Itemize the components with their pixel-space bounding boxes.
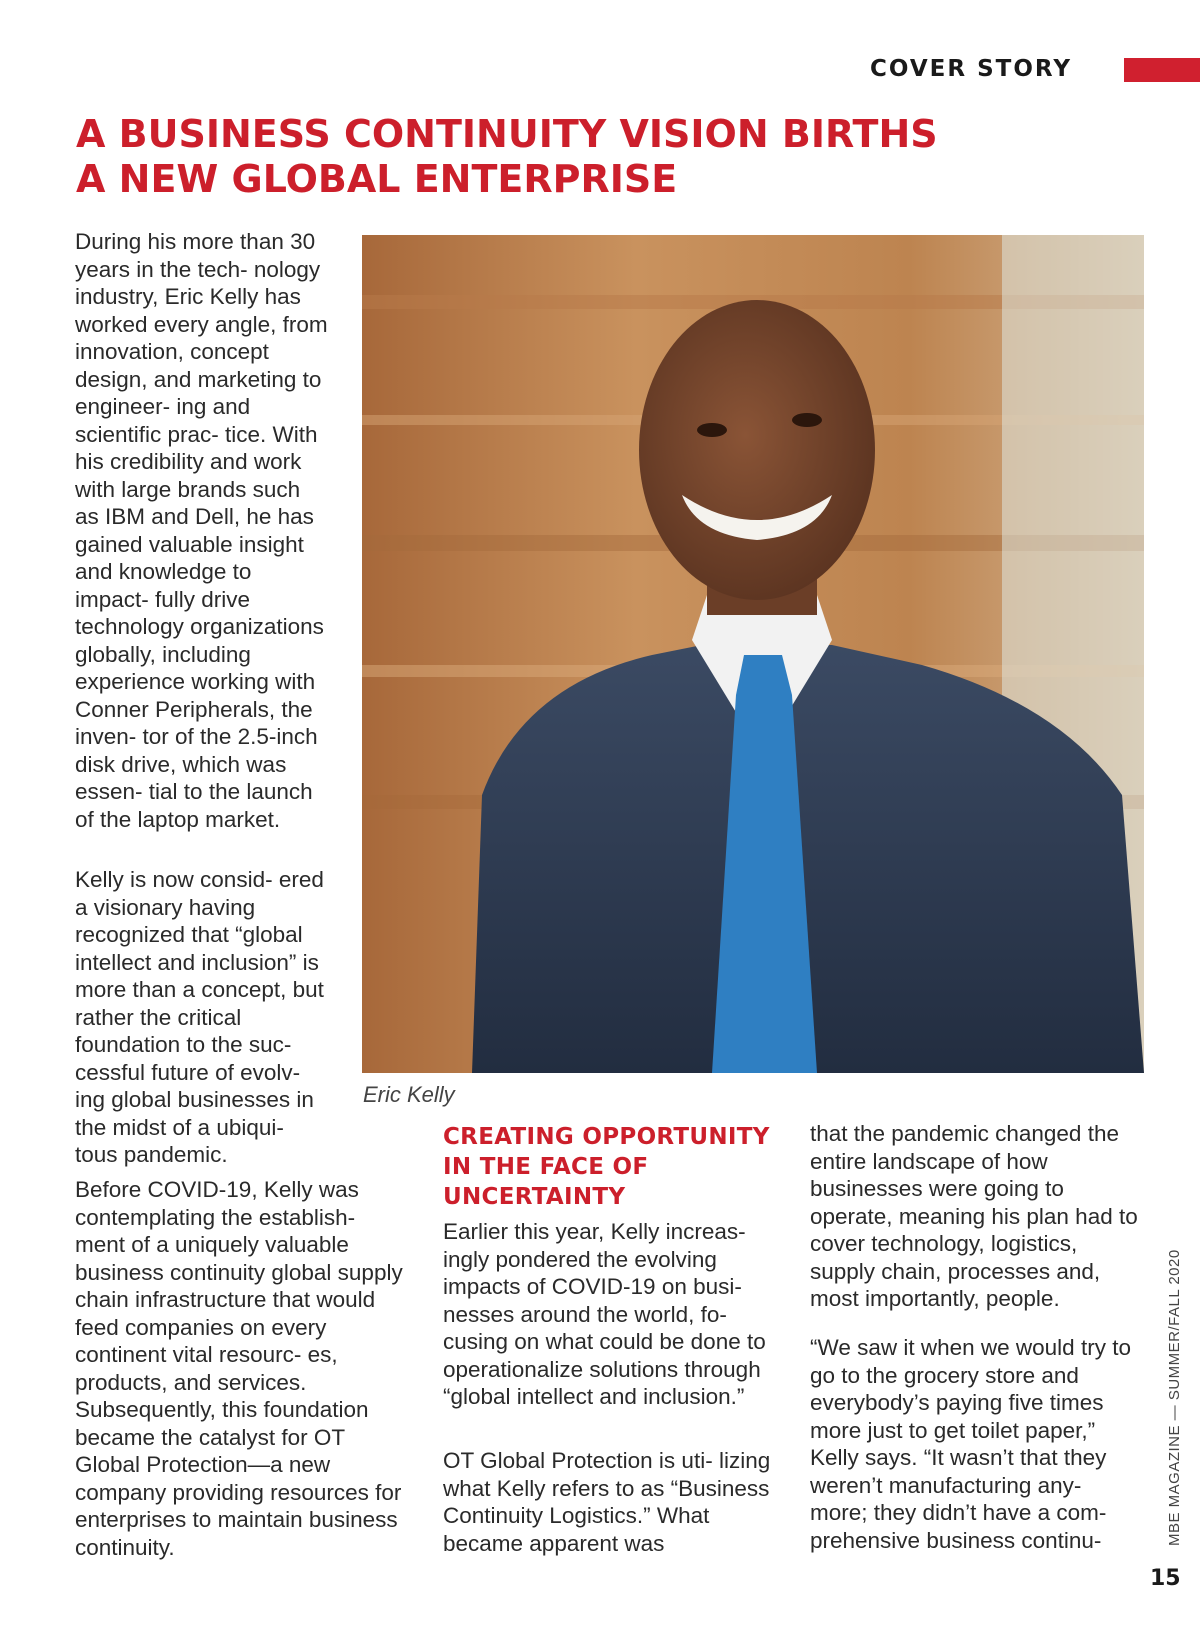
face — [639, 300, 875, 600]
section-subhead — [443, 1122, 803, 1212]
page-number: 15 — [1150, 1566, 1181, 1591]
column-2-paragraph-1: Earlier this year, Kelly increas- ingly pondered the evolving impacts of COVID-19 on busi- nesses around the world, fo- cusing on what could be done to operationalize solutions through “global intellect and inclusion.” — [443, 1219, 766, 1409]
headline-line-2: A NEW GLOBAL ENTERPRISE — [76, 157, 678, 201]
subhead-line-2: IN THE FACE OF — [443, 1154, 649, 1180]
column-2-paragraph-2: OT Global Protection is uti- lizing what Kelly refers to as “Business Continuity Logistics.” What became apparent was — [443, 1448, 771, 1556]
article-headline — [76, 112, 976, 202]
intro-paragraph-3: Before COVID-19, Kelly was contemplating the establish- ment of a uniquely valuable business continuity global supply chain infrastructure that would feed companies on every continent vital resourc- es, products, and services. Subsequently, this foundation became the catalyst for OT Global Protection—a new company providing resources for enterprises to maintain business continuity. — [75, 1177, 403, 1560]
headline-line-1: A BUSINESS CONTINUITY VISION BIRTHS — [76, 112, 938, 156]
column-3-paragraph-1: that the pandemic changed the entire landscape of how businesses were going to operate, meaning his plan had to cover technology, logistics, supply chain, processes and, most importantly, people. — [810, 1121, 1138, 1311]
photo-caption: Eric Kelly — [363, 1082, 455, 1107]
column-3-paragraph-2: “We saw it when we would try to go to the grocery store and everybody’s paying five times more just to get toilet paper,” Kelly says. “It wasn’t that they weren’t manufacturing any- more; they didn’t have a com- prehensive business continu- — [810, 1335, 1131, 1553]
intro-paragraph-1: During his more than 30 years in the tech- nology industry, Eric Kelly has worked every angle, from innovation, concept design, and marketing to engineer- ing and scientific prac- tice. With his credibility and work with large brands such as IBM and Dell, he has gained valuable insight and knowledge to impact- fully drive technology organizations globally, including experience working with Conner Peripherals, the inven- tor of the 2.5-inch disk drive, which was essen- tial to the launch of the laptop market. — [75, 229, 328, 832]
magazine-issue-label: MBE MAGAZINE — SUMMER/FALL 2020 — [1166, 1249, 1183, 1546]
section-label: COVER STORY — [870, 56, 1072, 82]
subhead-line-1: CREATING OPPORTUNITY — [443, 1124, 770, 1150]
intro-paragraph-2: Kelly is now consid- ered a visionary having recognized that “global intellect and inclusion” is more than a concept, but rather the critical foundation to the suc- cessful future of evolv- ing global businesses in the midst of a ubiqui- tous pandemic. — [75, 867, 324, 1167]
section-accent-bar — [1124, 58, 1200, 82]
portrait-photo — [362, 235, 1144, 1073]
subhead-line-3: UNCERTAINTY — [443, 1184, 626, 1210]
